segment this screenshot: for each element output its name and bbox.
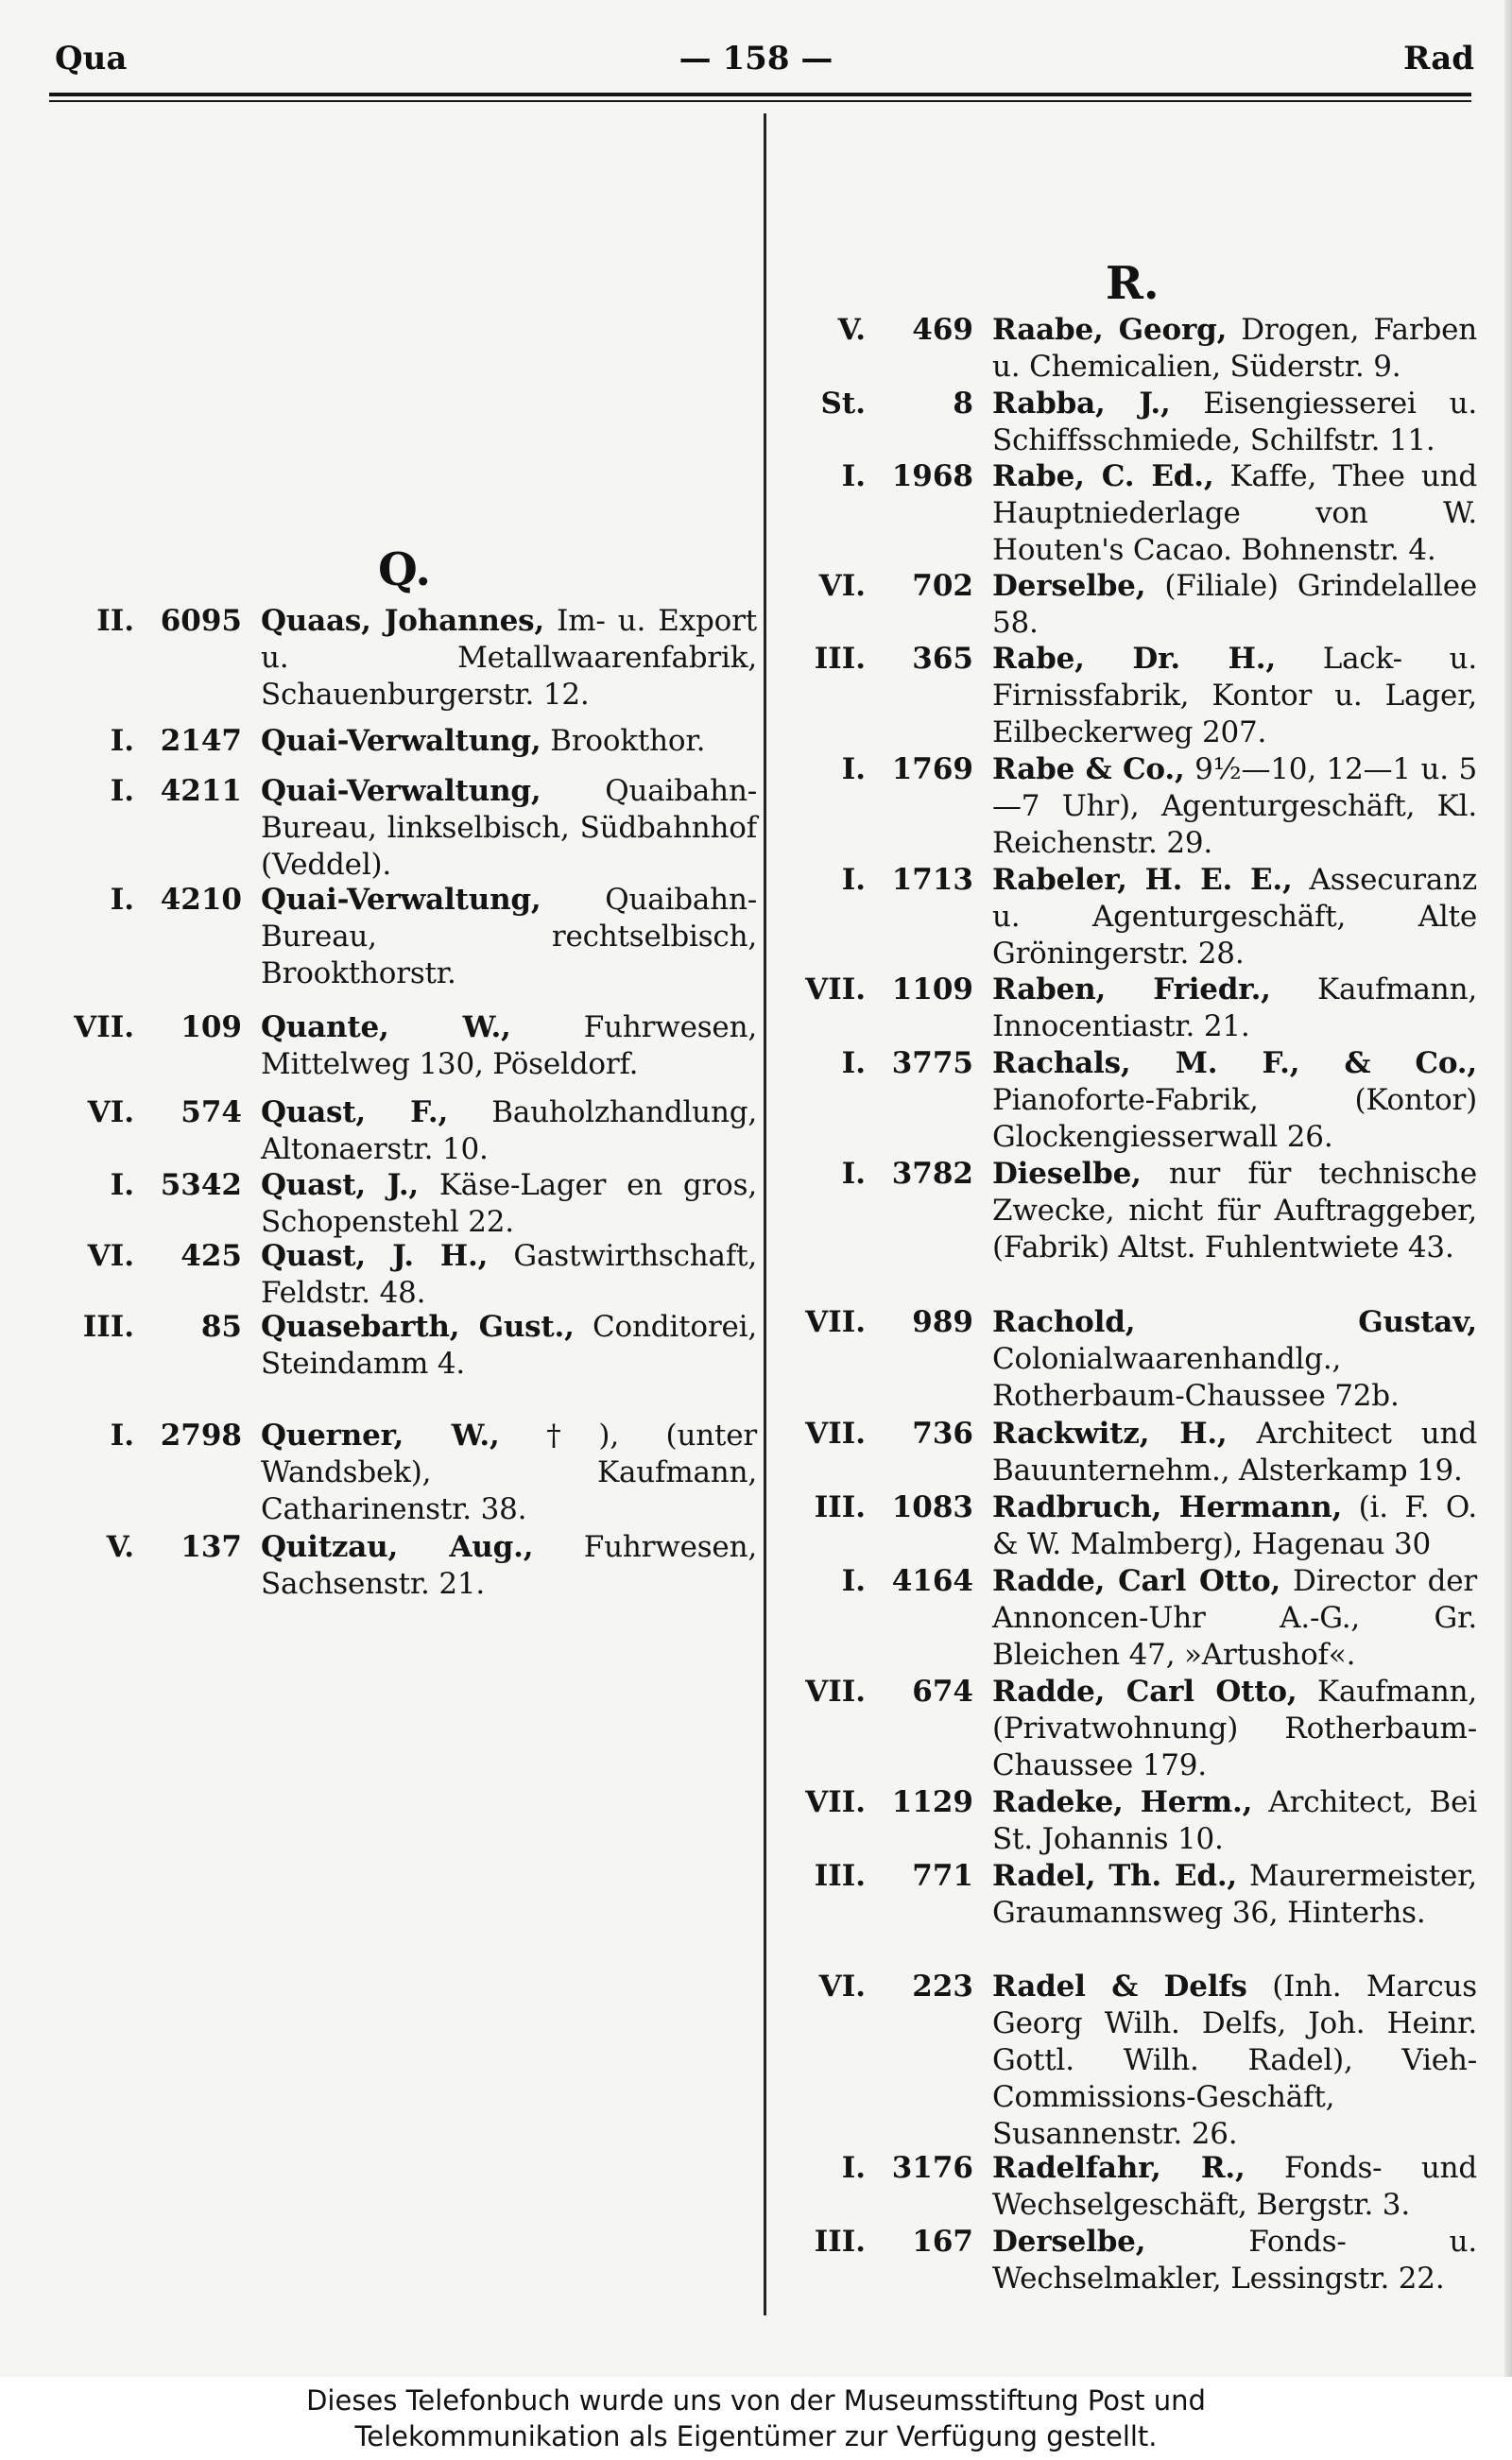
directory-entry: [784, 1674, 1477, 1784]
page-number: — 158 —: [679, 40, 833, 77]
entry-details: Kaufmann, Innocentiastr. 21.: [992, 972, 1477, 1043]
subscriber-name: Quai-Verwaltung,: [261, 774, 541, 808]
entry-text: [261, 603, 757, 714]
subscriber-name: Derselbe,: [992, 2225, 1146, 2259]
entry-text: [261, 773, 757, 884]
entry-details: (Filiale) Grindelallee 58.: [992, 569, 1477, 640]
exchange-district: III.: [814, 642, 866, 676]
entry-details: Pianoforte-Fabrik, (Kontor) Glockengiesserwall 26.: [992, 1083, 1477, 1154]
directory-entry: [784, 1858, 1477, 1932]
entry-details: Director der Annoncen-Uhr A.-G., Gr. Bleichen 47, »Artushof«.: [992, 1564, 1478, 1672]
exchange-district: VI.: [818, 569, 866, 603]
directory-entry: [53, 773, 757, 884]
exchange-district: VII.: [805, 1305, 866, 1339]
telephone-number: 3176: [891, 2151, 973, 2185]
entry-details: Bauholzhandlung, Altonaerstr. 10.: [261, 1095, 758, 1166]
directory-entry: [784, 312, 1477, 386]
telephone-number: 85: [200, 1310, 242, 1344]
subscriber-name: Rackwitz, H.,: [992, 1417, 1228, 1451]
subscriber-name: Quast, J. H.,: [261, 1239, 489, 1273]
subscriber-name: Radde, Carl Otto,: [992, 1564, 1281, 1598]
entry-text: [992, 312, 1477, 386]
telephone-number: 574: [180, 1095, 242, 1129]
entry-details: Kaufmann, (Privatwohnung) Rotherbaum-Chaussee 179.: [992, 1675, 1477, 1782]
entry-details: 9½—10, 12—1 u. 5—7 Uhr), Agenturgeschäft, Kl. Reichenstr. 29.: [992, 752, 1477, 860]
exchange-district: I.: [110, 774, 134, 808]
entry-text: [261, 1094, 757, 1168]
subscriber-name: Quai-Verwaltung,: [261, 724, 541, 758]
entry-text: [992, 1563, 1477, 1674]
subscriber-name: Dieselbe,: [992, 1157, 1142, 1191]
entry-details: †), (unter Wandsbek), Kaufmann, Catharinenstr. 38.: [261, 1419, 757, 1526]
page-edge: [1504, 0, 1512, 2377]
telephone-number: 5342: [160, 1168, 242, 1202]
entry-text: [992, 862, 1477, 972]
subscriber-name: Radde, Carl Otto,: [992, 1675, 1297, 1709]
entry-details: Eisengiesserei u. Schiffsschmiede, Schilfstr. 11.: [992, 387, 1477, 457]
entry-text: [992, 1969, 1477, 2153]
exchange-district: VII.: [74, 1010, 134, 1044]
entry-text: [992, 1489, 1477, 1563]
entry-text: [992, 386, 1477, 459]
entry-text: [992, 2150, 1477, 2224]
header-rule-thin: [49, 100, 1471, 102]
exchange-district: VII.: [805, 1675, 866, 1709]
exchange-district: I.: [110, 883, 134, 917]
entry-text: [992, 751, 1477, 862]
directory-entry: [784, 972, 1477, 1045]
exchange-district: I.: [841, 1564, 866, 1598]
telephone-number: 1713: [891, 863, 973, 897]
entry-text: [992, 1416, 1477, 1489]
entry-details: (i. F. O. & W. Malmberg), Hagenau 30: [992, 1490, 1477, 1561]
telephone-number: 4211: [160, 774, 242, 808]
header-rule: [49, 93, 1471, 96]
telephone-number: 365: [912, 642, 973, 676]
entry-text: [261, 1529, 757, 1603]
directory-entry: [784, 1563, 1477, 1674]
exchange-district: I.: [841, 863, 866, 897]
entry-details: Quaibahn-Bureau, linkselbisch, Südbahnhof (Veddel).: [261, 774, 757, 882]
exchange-district: I.: [110, 1168, 134, 1202]
subscriber-name: Rabba, J.,: [992, 387, 1171, 421]
telephone-number: 425: [180, 1239, 242, 1273]
subscriber-name: Quast, F.,: [261, 1095, 449, 1129]
subscriber-name: Derselbe,: [992, 569, 1146, 603]
entry-details: Assecuranz u. Agenturgeschäft, Alte Gröningerstr. 28.: [992, 863, 1477, 971]
entry-text: [261, 1418, 757, 1528]
entry-text: [992, 1045, 1477, 1156]
subscriber-name: Rabe, C. Ed.,: [992, 459, 1214, 493]
directory-entry: [53, 1529, 757, 1603]
telephone-number: 2798: [160, 1419, 242, 1453]
exchange-district: III.: [82, 1310, 134, 1344]
directory-entry: [784, 1489, 1477, 1563]
exchange-district: I.: [841, 2151, 866, 2185]
telephone-number: 1129: [891, 1785, 973, 1819]
directory-entry: [784, 568, 1477, 642]
exchange-district: VII.: [805, 1417, 866, 1451]
entry-details: Lack- u. Firnissfabrik, Kontor u. Lager, Eilbeckerweg 207.: [992, 642, 1477, 749]
entry-text: [261, 1167, 757, 1241]
exchange-district: VI.: [818, 1970, 866, 2004]
entry-text: [992, 1784, 1477, 1858]
entry-details: Kaffe, Thee und Hauptniederlage von W. Houten's Cacao. Bohnenstr. 4.: [992, 459, 1477, 567]
directory-entry: [784, 1416, 1477, 1489]
directory-entry: [784, 1969, 1477, 2153]
exchange-district: III.: [814, 2225, 866, 2259]
entry-details: Im- u. Export u. Metallwaarenfabrik, Schauenburgerstr. 12.: [261, 604, 757, 712]
directory-entry: [784, 862, 1477, 972]
telephone-number: 2147: [160, 724, 242, 758]
entry-details: Käse-Lager en gros, Schopenstehl 22.: [261, 1168, 757, 1239]
subscriber-name: Rachold, Gustav,: [992, 1305, 1477, 1339]
running-head-first-entry: Qua: [55, 40, 128, 77]
entry-text: [261, 1009, 757, 1083]
telephone-number: 3775: [891, 1046, 973, 1080]
entry-details: (Inh. Marcus Georg Wilh. Delfs, Joh. Heinr. Gottl. Wilh. Radel), Vieh-Commissions-Geschäft, Susannenstr. 26.: [992, 1970, 1477, 2151]
telephone-number: 674: [912, 1675, 973, 1709]
directory-entry: [784, 2224, 1477, 2297]
telephone-number: 3782: [891, 1157, 973, 1191]
entry-text: [992, 972, 1477, 1045]
exchange-district: VI.: [87, 1239, 134, 1273]
section-heading-q: Q.: [378, 543, 432, 596]
entry-details: Fonds- und Wechselgeschäft, Bergstr. 3.: [992, 2151, 1477, 2222]
entry-details: Drogen, Farben u. Chemicalien, Süderstr. 9.: [992, 313, 1477, 384]
directory-entry: [53, 1418, 757, 1528]
exchange-district: V.: [106, 1530, 134, 1564]
directory-entry: [784, 1045, 1477, 1156]
telephone-number: 736: [912, 1417, 973, 1451]
directory-entry: [53, 1309, 757, 1383]
directory-entry: [53, 603, 757, 714]
entry-details: Fonds- u. Wechselmakler, Lessingstr. 22.: [992, 2225, 1477, 2296]
subscriber-name: Rabe & Co.,: [992, 752, 1185, 786]
entry-text: [992, 1674, 1477, 1784]
exchange-district: VII.: [805, 1785, 866, 1819]
directory-entry: [53, 1094, 757, 1168]
exchange-district: I.: [841, 752, 866, 786]
entry-text: [992, 641, 1477, 751]
subscriber-name: Raben, Friedr.,: [992, 972, 1271, 1006]
telephone-number: 469: [912, 313, 973, 347]
telephone-number: 989: [912, 1305, 973, 1339]
directory-entry: [784, 1304, 1477, 1415]
directory-entry: [53, 1167, 757, 1241]
footer-note: [0, 2377, 1512, 2460]
section-heading-r: R.: [1106, 257, 1160, 310]
telephone-number: 4164: [891, 1564, 973, 1598]
directory-entry: [53, 1238, 757, 1312]
exchange-district: III.: [814, 1859, 866, 1893]
exchange-district: I.: [841, 459, 866, 493]
running-head-last-entry: Rad: [1403, 40, 1474, 77]
directory-entry: [784, 458, 1477, 569]
entry-text: [992, 1858, 1477, 1932]
subscriber-name: Querner, W.,: [261, 1419, 500, 1453]
entry-details: nur für technische Zwecke, nicht für Auftraggeber, (Fabrik) Altst. Fuhlentwiete 43.: [992, 1157, 1477, 1264]
entry-details: Gastwirthschaft, Feldstr. 48.: [261, 1239, 758, 1310]
entry-text: [992, 1304, 1477, 1415]
directory-entry: [53, 1009, 757, 1083]
telephone-number: 223: [912, 1970, 973, 2004]
entry-details: Conditorei, Steindamm 4.: [261, 1310, 757, 1381]
entry-details: Maurermeister, Graumannsweg 36, Hinterhs.: [992, 1859, 1477, 1930]
directory-entry: [784, 1784, 1477, 1858]
telephone-number: 1109: [891, 972, 973, 1006]
telephone-number: 109: [180, 1010, 242, 1044]
entry-details: Fuhrwesen, Sachsenstr. 21.: [261, 1530, 757, 1601]
exchange-district: I.: [841, 1157, 866, 1191]
entry-details: Colonialwaarenhandlg., Rotherbaum-Chaussee 72b.: [992, 1342, 1400, 1413]
directory-entry: [784, 386, 1477, 459]
subscriber-name: Rabe, Dr. H.,: [992, 642, 1276, 676]
telephone-number: 771: [912, 1859, 973, 1893]
subscriber-name: Quante, W.,: [261, 1010, 511, 1044]
subscriber-name: Radel, Th. Ed.,: [992, 1859, 1238, 1893]
entry-text: [261, 723, 757, 760]
exchange-district: VII.: [805, 972, 866, 1006]
footer-line-2: Telekommunikation als Eigentümer zur Verfügung gestellt.: [354, 2420, 1158, 2452]
exchange-district: VI.: [87, 1095, 134, 1129]
subscriber-name: Radel & Delfs: [992, 1970, 1247, 2004]
entry-details: Architect und Bauunternehm., Alsterkamp 19.: [992, 1417, 1477, 1488]
directory-entry: [53, 723, 757, 760]
telephone-number: 1968: [891, 459, 973, 493]
telephone-number: 167: [912, 2225, 973, 2259]
directory-entry: [784, 2150, 1477, 2224]
entry-text: [261, 1309, 757, 1383]
exchange-district: St.: [820, 387, 866, 421]
subscriber-name: Quasebarth, Gust.,: [261, 1310, 575, 1344]
entry-text: [261, 882, 757, 992]
telephone-number: 4210: [160, 883, 242, 917]
telephone-number: 137: [180, 1530, 242, 1564]
entry-text: [992, 568, 1477, 642]
subscriber-name: Quai-Verwaltung,: [261, 883, 541, 917]
entry-details: Fuhrwesen, Mittelweg 130, Pöseldorf.: [261, 1010, 757, 1081]
entry-details: Brookthor.: [541, 724, 706, 758]
subscriber-name: Rachals, M. F., & Co.,: [992, 1046, 1477, 1080]
subscriber-name: Quast, J.,: [261, 1168, 420, 1202]
exchange-district: I.: [841, 1046, 866, 1080]
telephone-number: 6095: [160, 604, 242, 638]
telephone-number: 1083: [891, 1490, 973, 1524]
telephone-number: 8: [953, 387, 973, 421]
exchange-district: I.: [110, 724, 134, 758]
exchange-district: II.: [96, 604, 134, 638]
directory-entry: [784, 641, 1477, 751]
entry-text: [261, 1238, 757, 1312]
footer-line-1: Dieses Telefonbuch wurde uns von der Museumsstiftung Post und: [306, 2384, 1206, 2417]
directory-entry: [53, 882, 757, 992]
entry-text: [992, 1156, 1477, 1266]
exchange-district: V.: [837, 313, 866, 347]
entry-text: [992, 2224, 1477, 2297]
exchange-district: I.: [110, 1419, 134, 1453]
subscriber-name: Raabe, Georg,: [992, 313, 1228, 347]
entry-details: Quaibahn-Bureau, rechtselbisch, Brookthorstr.: [261, 883, 757, 990]
subscriber-name: Rabeler, H. E. E.,: [992, 863, 1293, 897]
entry-details: Architect, Bei St. Johannis 10.: [992, 1785, 1477, 1856]
subscriber-name: Radbruch, Hermann,: [992, 1490, 1343, 1524]
subscriber-name: Quitzau, Aug.,: [261, 1530, 534, 1564]
column-divider: [764, 113, 766, 2315]
telephone-number: 1769: [891, 752, 973, 786]
subscriber-name: Radeke, Herm.,: [992, 1785, 1253, 1819]
subscriber-name: Radelfahr, R.,: [992, 2151, 1246, 2185]
directory-entry: [784, 1156, 1477, 1266]
exchange-district: III.: [814, 1490, 866, 1524]
entry-text: [992, 458, 1477, 569]
directory-entry: [784, 751, 1477, 862]
telephone-number: 702: [912, 569, 973, 603]
subscriber-name: Quaas, Johannes,: [261, 604, 545, 638]
